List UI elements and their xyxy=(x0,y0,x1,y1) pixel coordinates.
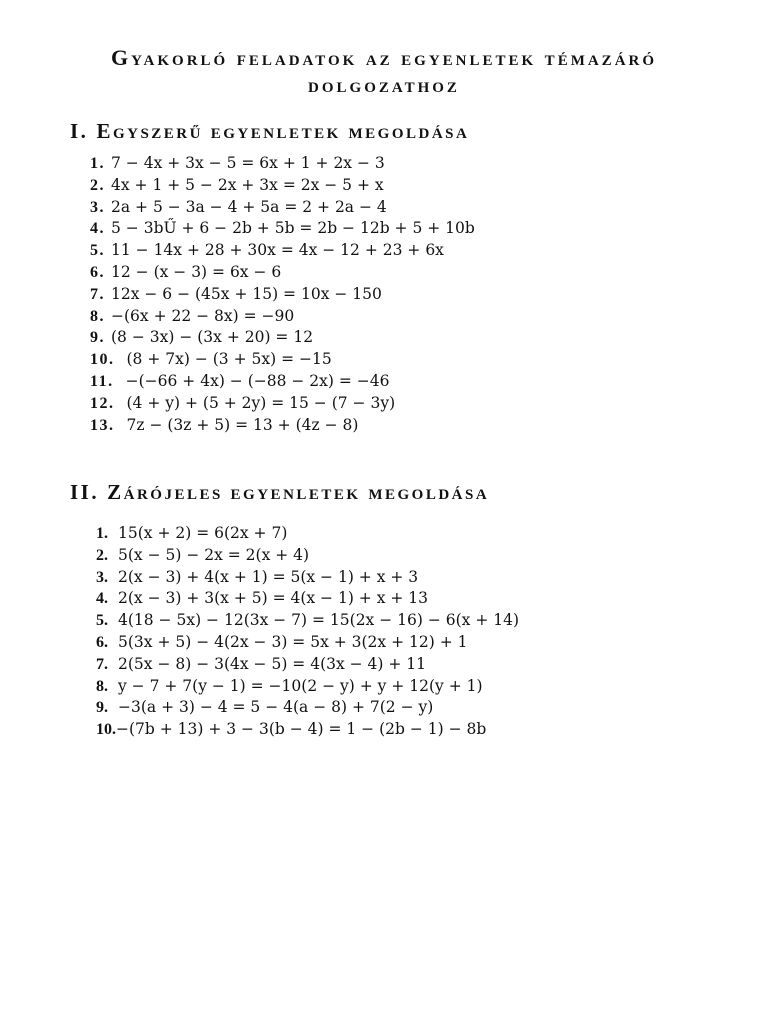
equation-text: 7z − (3z + 5) = 13 + (4z − 8) xyxy=(126,415,359,434)
equation-item xyxy=(90,218,475,240)
equation-number: 7. xyxy=(90,285,105,303)
equation-text: 2a + 5 − 3a − 4 + 5a = 2 + 2a − 4 xyxy=(111,197,387,216)
equation-item xyxy=(90,284,475,306)
equation-number: 12. xyxy=(90,394,115,412)
equation-item xyxy=(90,327,475,349)
equation-number: 8. xyxy=(96,677,108,695)
equation-text: 7 − 4x + 3x − 5 = 6x + 1 + 2x − 3 xyxy=(111,154,385,172)
equation-number: 2. xyxy=(90,176,105,194)
equation-number: 6. xyxy=(96,633,108,651)
equation-item xyxy=(90,153,475,175)
equation-item xyxy=(96,676,519,698)
equation-item xyxy=(90,306,475,328)
section2-number: II. xyxy=(70,480,100,504)
equation-number: 9. xyxy=(90,329,105,347)
equation-number: 7. xyxy=(96,655,108,673)
equation-number: 4. xyxy=(90,220,105,238)
equation-number: 1. xyxy=(96,525,108,542)
equation-item xyxy=(96,654,519,676)
equation-number: 2. xyxy=(96,546,108,564)
equation-number: 10. xyxy=(90,351,115,369)
equation-number: 9. xyxy=(96,699,108,717)
section2-title: Zárójeles egyenletek megoldása xyxy=(107,480,490,504)
equation-number: 8. xyxy=(90,307,105,325)
section1-title: Egyszerű egyenletek megoldása xyxy=(96,119,470,143)
equation-text: y − 7 + 7(y − 1) = −10(2 − y) + y + 12(y + 1) xyxy=(118,676,483,695)
equation-item xyxy=(96,610,519,632)
equation-text: −3(a + 3) − 4 = 5 − 4(a − 8) + 7(2 − y) xyxy=(118,698,434,717)
equation-item xyxy=(96,523,519,545)
equation-item xyxy=(96,697,519,719)
section2-heading xyxy=(70,480,489,505)
equation-item xyxy=(90,175,475,197)
equation-number: 13. xyxy=(90,416,115,434)
equation-text: 11 − 14x + 28 + 30x = 4x − 12 + 23 + 6x xyxy=(111,241,444,260)
equation-text: 12x − 6 − (45x + 15) = 10x − 150 xyxy=(111,284,382,303)
equation-text: −(7b + 13) + 3 − 3(b − 4) = 1 − (2b − 1) − 8b xyxy=(116,720,487,739)
section2-equation-list xyxy=(96,523,519,741)
equation-item xyxy=(96,632,519,654)
equation-text: −(−66 + 4x) − (−88 − 2x) = −46 xyxy=(125,371,390,390)
equation-text: 5(x − 5) − 2x = 2(x + 4) xyxy=(118,545,310,564)
equation-number: 4. xyxy=(96,590,108,608)
equation-text: 5(3x + 5) − 4(2x − 3) = 5x + 3(2x + 12) + 1 xyxy=(118,632,468,651)
equation-number: 3. xyxy=(90,198,105,216)
equation-text: 4x + 1 + 5 − 2x + 3x = 2x − 5 + x xyxy=(111,175,384,194)
section1-equation-list xyxy=(90,153,475,436)
equation-item xyxy=(90,393,475,415)
equation-text: −(6x + 22 − 8x) = −90 xyxy=(111,306,295,325)
equation-text: 4(18 − 5x) − 12(3x − 7) = 15(2x − 16) − 6(x + 14) xyxy=(118,611,520,630)
equation-item xyxy=(90,262,475,284)
equation-number: 3. xyxy=(96,568,108,586)
equation-number: 1. xyxy=(90,155,105,172)
document-title-line2: dolgozathoz xyxy=(308,72,460,97)
equation-item xyxy=(96,545,519,567)
equation-item xyxy=(90,197,475,219)
equation-text: (8 + 7x) − (3 + 5x) = −15 xyxy=(126,350,332,369)
equation-item xyxy=(90,240,475,262)
equation-text: 2(x − 3) + 4(x + 1) = 5(x − 1) + x + 3 xyxy=(118,567,419,586)
equation-number: 5. xyxy=(90,242,105,260)
equation-number: 10. xyxy=(96,721,116,739)
equation-item xyxy=(90,349,475,371)
equation-number: 5. xyxy=(96,612,108,630)
equation-number: 6. xyxy=(90,263,105,281)
equation-text: 12 − (x − 3) = 6x − 6 xyxy=(111,262,282,281)
equation-text: (4 + y) + (5 + 2y) = 15 − (7 − 3y) xyxy=(126,393,396,412)
equation-text: 5 − 3bŰ + 6 − 2b + 5b = 2b − 12b + 5 + 10b xyxy=(111,219,475,238)
equation-item xyxy=(90,415,475,437)
equation-text: 15(x + 2) = 6(2x + 7) xyxy=(118,524,288,542)
equation-item xyxy=(96,588,519,610)
equation-text: (8 − 3x) − (3x + 20) = 12 xyxy=(111,328,314,347)
equation-number: 11. xyxy=(90,372,114,390)
section1-number: I. xyxy=(70,119,89,143)
equation-item xyxy=(96,567,519,589)
equation-item xyxy=(90,371,475,393)
equation-text: 2(x − 3) + 3(x + 5) = 4(x − 1) + x + 13 xyxy=(118,589,429,608)
document-title-line1: Gyakorló feladatok az egyenletek témazáró xyxy=(110,45,658,70)
equation-item xyxy=(96,719,519,741)
section1-heading xyxy=(70,119,469,144)
equation-text: 2(5x − 8) − 3(4x − 5) = 4(3x − 4) + 11 xyxy=(118,654,427,673)
